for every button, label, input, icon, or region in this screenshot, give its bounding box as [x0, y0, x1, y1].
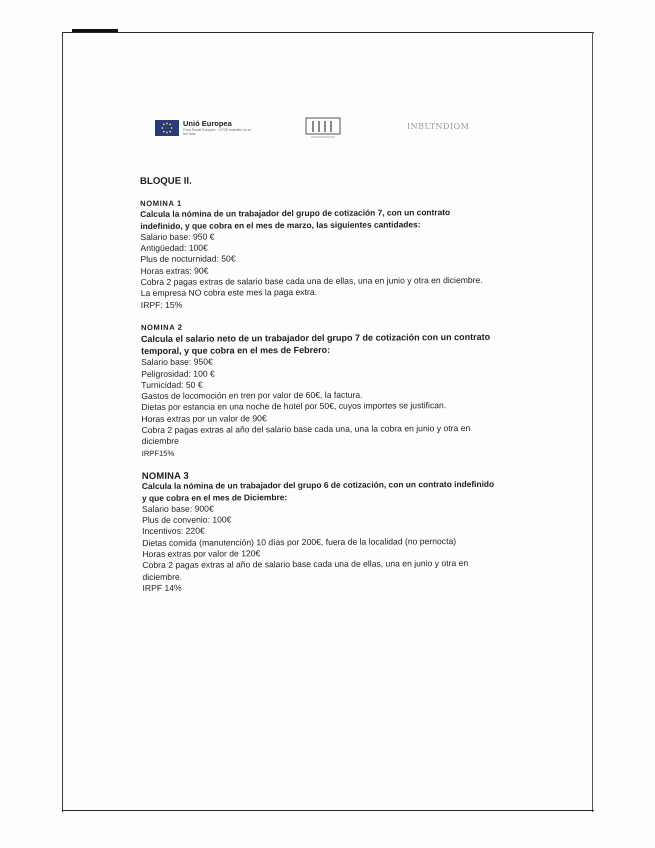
nomina-line: Horas extras por un valor de 90€: [141, 412, 267, 424]
nomina-line: La empresa NO cobra este mes la paga extra.: [140, 287, 318, 299]
block-title: BLOQUE II.: [140, 175, 192, 187]
page-header: [155, 112, 515, 152]
nomina-line: Cobra 2 pagas extras de salario base cada una de ellas, una en junio y otra en diciembre.: [140, 274, 483, 288]
nomina-line: Horas extras por valor de 120€: [142, 548, 261, 560]
nomina-statement-line: Calcula la nómina de un trabajador del grupo 6 de cotización, con un contrato indefinido: [141, 479, 495, 492]
institution-logo-icon: [303, 116, 343, 140]
nomina-line: Dietas por estancia en una noche de hotel por 50€, cuyos importes se justifican.: [141, 400, 447, 413]
nomina-line: diciembre: [141, 436, 179, 447]
nomina-3: [142, 467, 543, 594]
nomina-statement-line: Calcula el salario neto de un trabajador del grupo 7 de cotización con un contrato: [140, 332, 491, 345]
nomina-line: Gastos de locomoción en tren por valor de 60€, la factura.: [141, 389, 363, 402]
nomina-statement-line: indefinido, y que cobra en el mes de marzo, las siguientes cantidades:: [140, 218, 421, 231]
nomina-line: Plus de nocturnidad: 50€: [140, 253, 236, 265]
nomina-line: Turnicidad: 50 €: [141, 379, 203, 390]
scan-corner-mark: [72, 29, 118, 32]
nomina-statement-line: y que cobra en el mes de Diciembre:: [141, 491, 288, 503]
nomina-line: Antigüedad: 100€: [140, 242, 208, 254]
nomina-1: [140, 196, 541, 311]
nomina-line: diciembre.: [142, 571, 183, 582]
nomina-title: NOMINA 1: [140, 198, 182, 208]
nomina-line: Salario base: 950 €: [140, 231, 215, 242]
scan-left-edge: [62, 32, 63, 812]
nomina-line: IRPF: 15%: [140, 299, 183, 310]
nomina-line: Salario base: 950€: [141, 356, 213, 368]
eu-flag-icon: [155, 120, 179, 136]
eu-subtitle: Fons Social Europeu · L'FSE inverteix en el teu futur: [183, 128, 251, 136]
nomina-line: Plus de convenio: 100€: [142, 514, 232, 526]
eu-logo-text: [183, 119, 253, 136]
nomina-title: NOMINA 2: [140, 322, 183, 332]
scan-right-edge: [592, 32, 593, 812]
nomina-statement-line: Calcula la nómina de un trabajador del grupo de cotización 7, con un contrato: [140, 207, 451, 220]
nomina-line: Cobra 2 pagas extras al año del salario base cada una, una la cobra en junio y otra en: [141, 423, 471, 436]
nomina-line: Incentivos: 220€: [142, 526, 205, 537]
scan-bottom-edge: [62, 810, 594, 811]
nomina-line: Peligrosidad: 100 €: [141, 368, 215, 379]
nomina-line: IRPF15%: [141, 448, 175, 458]
eu-title: Unió Europea: [183, 119, 232, 128]
nomina-line: Salario base: 900€: [142, 503, 214, 514]
nomina-line: IRPF 14%: [142, 582, 182, 593]
nomina-line: Dietas comida (manutención) 10 días por 200€, fuera de la localidad (no pernocta): [142, 535, 457, 548]
nomina-statement-line: temporal, y que cobra en el mes de Febrero:: [141, 345, 331, 357]
right-logo: INBLTNDIOM: [407, 122, 470, 131]
nomina-title: NOMINA 3: [141, 469, 189, 481]
document-body: [140, 174, 543, 595]
nomina-line: Cobra 2 pagas extras al año de salario base cada una de ellas, una en junio y otra en: [142, 558, 469, 571]
scan-top-edge: [62, 32, 594, 33]
nomina-2: [141, 320, 542, 459]
nomina-line: Horas extras: 90€: [140, 265, 209, 276]
